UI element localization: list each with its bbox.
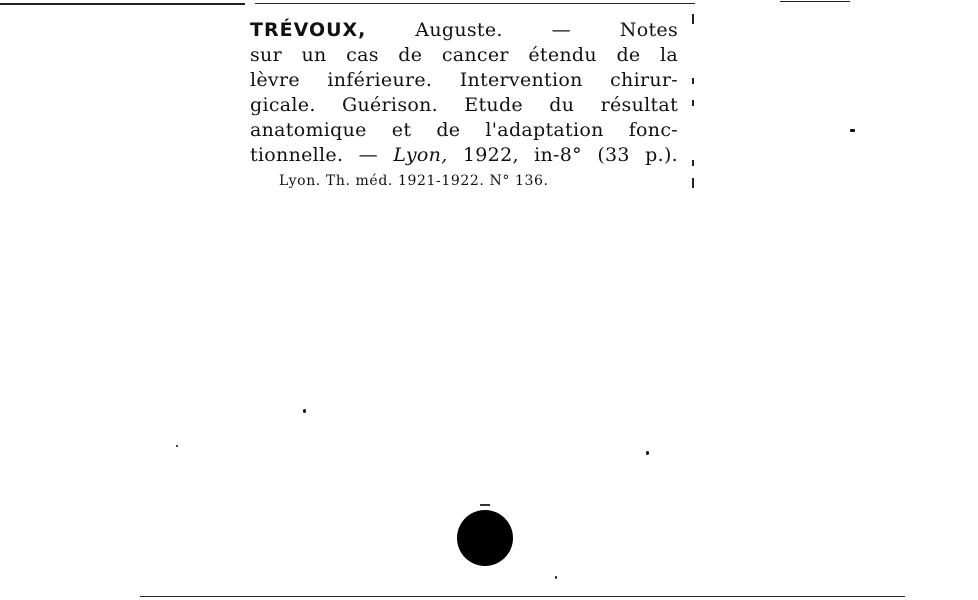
bibliographic-entry — [250, 18, 678, 168]
author-name: TRÉVOUX, — [250, 19, 367, 41]
edge-mark — [692, 160, 694, 166]
edge-mark — [692, 14, 694, 24]
bottom-edge-rule — [140, 596, 905, 597]
scan-speck — [646, 451, 649, 455]
scan-speck — [303, 409, 306, 413]
entry-text: Auguste. — Notes — [415, 19, 679, 41]
edge-mark — [692, 178, 694, 188]
entry-text: tionnelle. — — [250, 144, 378, 166]
entry-line: sur un cas de cancer étendu de la — [250, 44, 678, 66]
entry-line: lèvre inférieure. Intervention chirur- — [250, 69, 678, 91]
publication-details: 1922, in-8° (33 p.). — [462, 144, 679, 166]
edge-mark — [692, 100, 694, 106]
scan-speck — [176, 445, 178, 447]
publication-place: Lyon, — [393, 144, 448, 166]
entry-line: anatomique et de l'adaptation fonc- — [250, 119, 678, 141]
entry-line — [250, 143, 678, 168]
top-edge-rule — [0, 3, 245, 5]
scan-speck — [850, 129, 855, 132]
edge-mark — [692, 78, 694, 84]
top-edge-rule — [255, 3, 695, 4]
catalog-note: Lyon. Th. méd. 1921-1922. N° 136. — [279, 173, 549, 189]
entry-line — [250, 18, 678, 43]
punch-hole — [457, 510, 513, 566]
entry-line: gicale. Guérison. Etude du résultat — [250, 94, 678, 116]
scan-speck — [555, 576, 557, 579]
top-edge-rule — [780, 1, 850, 2]
